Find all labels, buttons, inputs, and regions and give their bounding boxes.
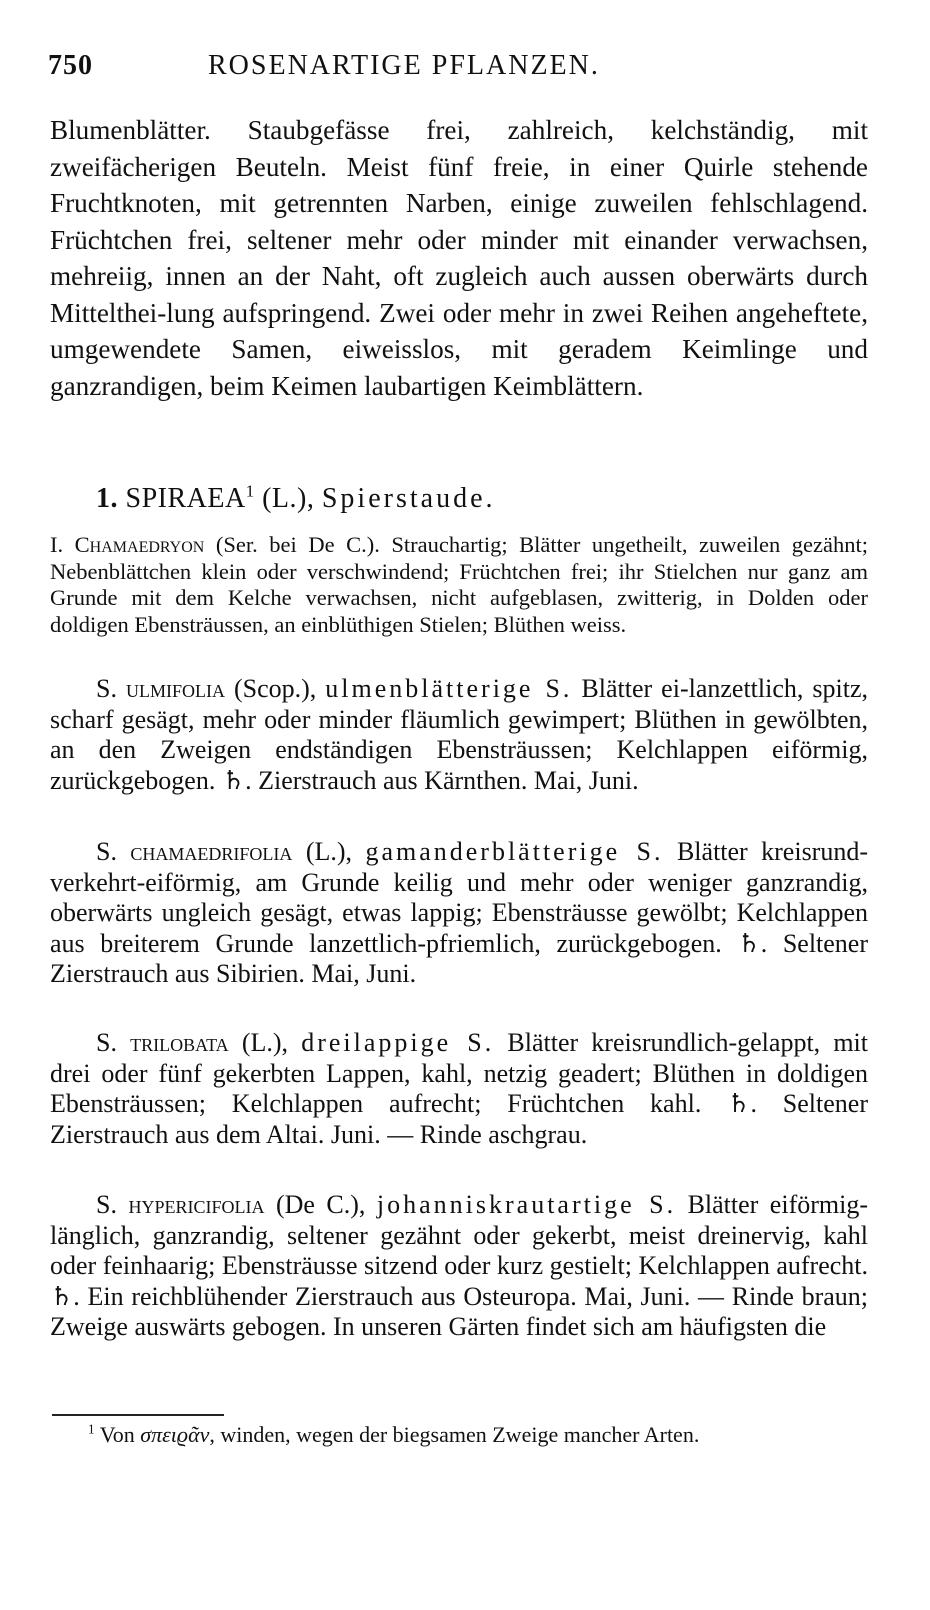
footnote: [88, 1420, 888, 1450]
species-prefix: S.: [96, 674, 126, 703]
species-entry: [50, 1028, 868, 1150]
genus-common-name: Spierstaude.: [321, 483, 496, 514]
species-prefix: S.: [96, 1028, 131, 1057]
footnote-reference: 1: [245, 481, 255, 501]
section-name: Chamaedryon: [74, 532, 205, 557]
species-description: Blätter kreisrund-verkehrt-eiförmig, am Grunde keilig und mehr oder weniger ganzrandig, oberwärts ungleich gesägt, etwas lappig; Ebensträusse gewölbt; Kelchlappen aus breiterem Grunde lanzettlich-pfriemlich, zurückgebogen. ♄. Seltener Zierstrauch aus Sibirien. Mai, Juni.: [50, 837, 868, 989]
section-description: [50, 532, 868, 638]
species-description: Blätter ei-lanzettlich, spitz, scharf gesägt, mehr oder minder fläumlich gewimpert; Blüthen in gewölbten, an den Zweigen endständigen Ebensträussen; Kelchlappen eiförmig, zurückgebogen. ♄. Zierstrauch aus Kärnthen. Mai, Juni.: [50, 674, 868, 795]
running-title: ROSENARTIGE PFLANZEN.: [208, 50, 600, 81]
species-common-name: dreilappige S.: [301, 1028, 495, 1057]
genus-authority: (L.),: [254, 483, 322, 514]
footnote-greek-word: σπειϱᾶν: [140, 1422, 210, 1447]
species-authority: (Scop.),: [224, 674, 326, 703]
species-entry: [50, 1190, 868, 1343]
genus-number: 1.: [96, 483, 118, 514]
species-entry: [50, 837, 868, 990]
footnote-text-before: Von: [94, 1422, 141, 1447]
genus-heading: [96, 483, 496, 515]
species-prefix: S.: [96, 837, 131, 866]
footnote-text-after: , winden, wegen der biegsamen Zweige mancher Arten.: [209, 1422, 700, 1447]
section-numeral: I.: [50, 532, 64, 557]
species-common-name: johanniskrautartige S.: [376, 1190, 677, 1219]
species-name: trilobata: [130, 1028, 229, 1057]
page-number: 750: [48, 50, 93, 81]
footnote-divider: [52, 1414, 224, 1416]
section-authority: (Ser. bei De C.).: [204, 532, 392, 557]
species-common-name: ulmenblätterige S.: [325, 674, 573, 703]
section-text: Strauchartig; Blätter ungetheilt, zuweilen gezähnt; Nebenblättchen klein oder verschwindend; Früchtchen frei; ihr Stielchen nur ganz am Grunde mit dem Kelche verwachsen, nicht aufgeblasen, zwitterig, in Dolden oder doldigen Ebensträussen, an einblüthigen Stielen; Blüthen weiss.: [50, 532, 869, 637]
page-header: [48, 50, 868, 90]
species-authority: (L.),: [228, 1028, 302, 1057]
species-authority: (De C.),: [264, 1190, 377, 1219]
species-authority: (L.),: [292, 837, 366, 866]
species-description: Blätter kreisrundlich-gelappt, mit drei oder fünf gekerbten Lappen, kahl, netzig geadert; Blüthen in doldigen Ebensträussen; Kelchlappen aufrecht; Früchtchen kahl. ♄. Seltener Zierstrauch aus dem Altai. Juni. — Rinde aschgrau.: [50, 1028, 868, 1149]
species-description: Blätter eiförmig-länglich, ganzrandig, seltener gezähnt oder gekerbt, meist dreinervig, kahl oder feinhaarig; Ebensträusse sitzend oder kurz gestielt; Kelchlappen aufrecht. ♄. Ein reichblühender Zierstrauch aus Osteuropa. Mai, Juni. — Rinde braun; Zweige auswärts gebogen. In unseren Gärten findet sich am häufigsten die: [50, 1190, 868, 1342]
species-name: ulmifolia: [125, 674, 225, 703]
species-name: hypericifolia: [128, 1190, 265, 1219]
species-name: chamaedrifolia: [130, 837, 293, 866]
species-common-name: gamanderblätterige S.: [365, 837, 664, 866]
genus-name: SPIRAEA: [125, 483, 246, 514]
species-entry: [50, 674, 868, 796]
intro-paragraph: Blumenblätter. Staubgefässe frei, zahlreich, kelchständig, mit zweifächerigen Beuteln. Meist fünf freie, in einer Quirle stehende Fruchtknoten, mit getrennten Narben, einige zuweilen fehlschlagend. Früchtchen frei, seltener mehr oder minder mit einander verwachsen, mehreiig, innen an der Naht, oft zugleich auch aussen oberwärts durch Mittelthei-lung aufspringend. Zwei oder mehr in zwei Reihen angeheftete, umgewendete Samen, eiweisslos, mit geradem Keimlinge und ganzrandigen, beim Keimen laubartigen Keimblättern.: [50, 115, 868, 401]
species-prefix: S.: [96, 1190, 129, 1219]
footnote-mark: 1: [88, 1421, 95, 1437]
